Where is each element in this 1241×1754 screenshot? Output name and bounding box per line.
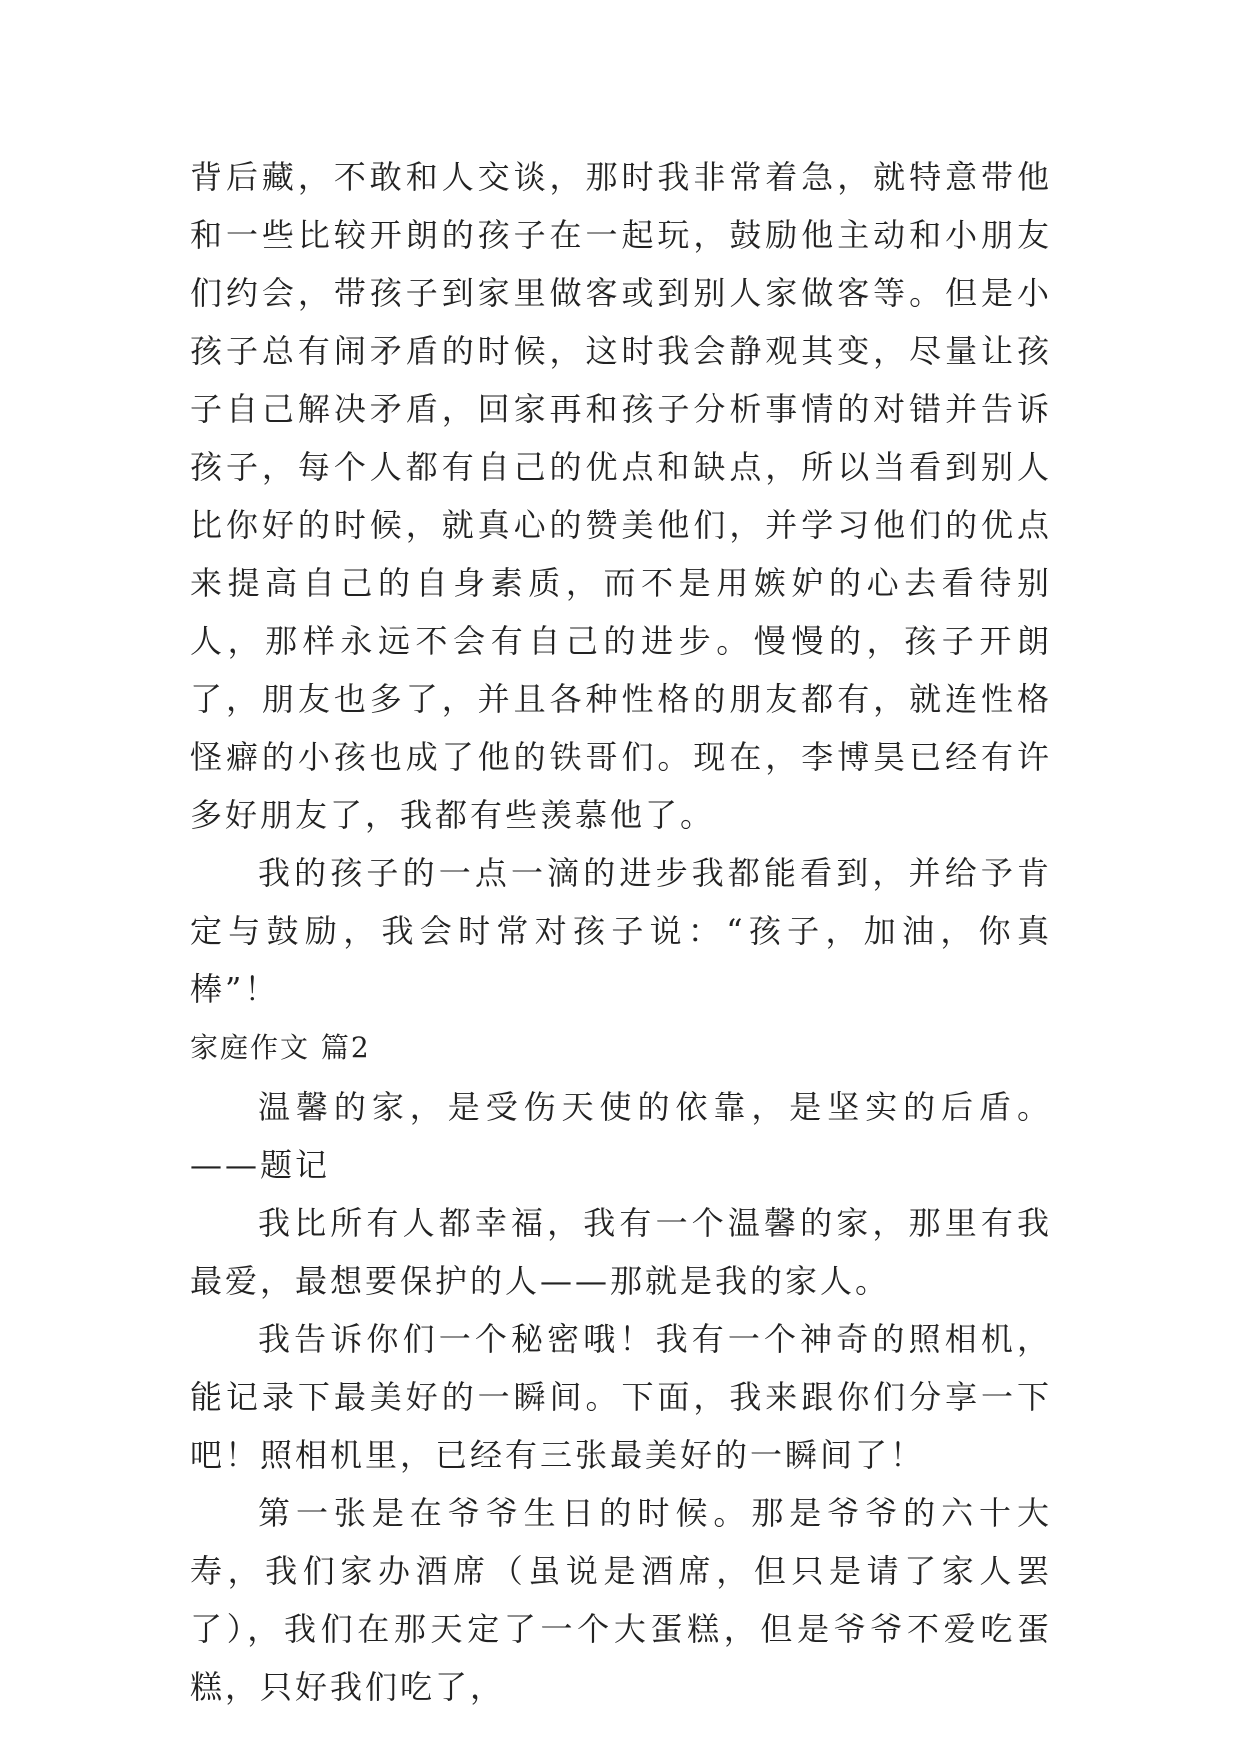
paragraph-6: 第一张是在爷爷生日的时候。那是爷爷的六十大寿，我们家办酒席（虽说是酒席，但只是请了家人罢了），我们在那天定了一个大蛋糕，但是爷爷不爱吃蛋糕，只好我们吃了， <box>190 1494 1052 1706</box>
paragraph-3: 温馨的家，是受伤天使的依靠，是坚实的后盾。——题记 <box>190 1088 1052 1184</box>
paragraph-5: 我告诉你们一个秘密哦！我有一个神奇的照相机，能记录下最美好的一瞬间。下面，我来跟你们分享一下吧！照相机里，已经有三张最美好的一瞬间了！ <box>190 1320 1052 1474</box>
paragraph-1: 背后藏，不敢和人交谈，那时我非常着急，就特意带他和一些比较开朗的孩子在一起玩，鼓励他主动和小朋友们约会，带孩子到家里做客或到别人家做客等。但是小孩子总有闹矛盾的时候，这时我会静观其变，尽量让孩子自己解决矛盾，回家再和孩子分析事情的对错并告诉孩子，每个人都有自己的优点和缺点，所以当看到别人比你好的时候，就真心的赞美他们，并学习他们的优点来提高自己的自身素质，而不是用嫉妒的心去看待别人，那样永远不会有自己的进步。慢慢的，孩子开朗了，朋友也多了，并且各种性格的朋友都有，就连性格怪癖的小孩也成了他的铁哥们。现在，李博昊已经有许多好朋友了，我都有些羡慕他了。 <box>190 158 1052 834</box>
paragraph-4: 我比所有人都幸福，我有一个温馨的家，那里有我最爱，最想要保护的人——那就是我的家人。 <box>190 1204 1052 1300</box>
section-heading: 家庭作文 篇2 <box>190 1031 371 1064</box>
document-page <box>190 148 1052 1716</box>
paragraph-2: 我的孩子的一点一滴的进步我都能看到，并给予肯定与鼓励，我会时常对孩子说：“孩子，加油，你真棒”！ <box>190 854 1052 1008</box>
